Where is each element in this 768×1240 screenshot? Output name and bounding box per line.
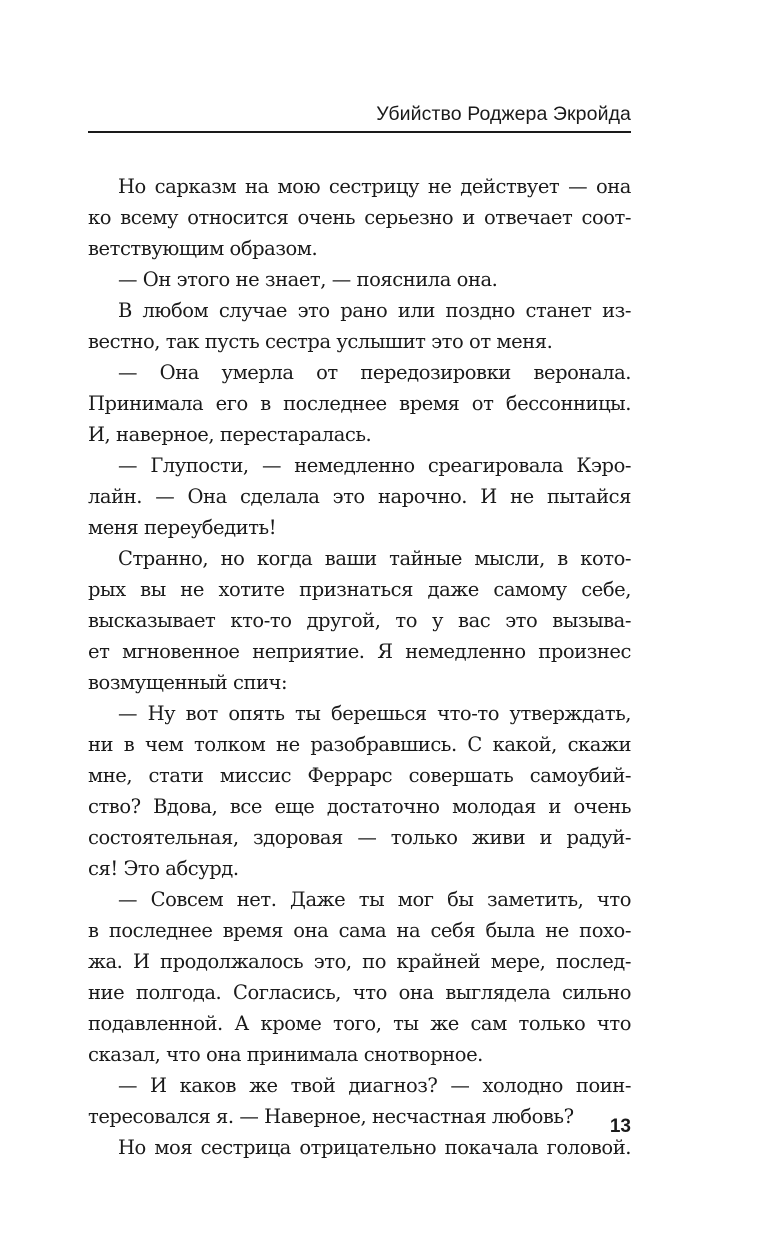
text-line: тересовался я. — Наверное, несчастная любовь? [88, 1105, 574, 1128]
text-line: жа. И продолжалось это, по крайней мере, послед- [88, 950, 631, 973]
paragraph [88, 884, 631, 1070]
text-line: сказал, что она принимала снотворное. [88, 1043, 483, 1066]
paragraph [88, 357, 631, 450]
paragraph [88, 171, 631, 264]
text-line: состоятельная, здоровая — только живи и радуй- [88, 826, 631, 849]
paragraph [88, 295, 631, 357]
text-line: — Глупости, — немедленно среагировала Кэро- [118, 454, 631, 477]
text-line: ство? Вдова, все еще достаточно молодая и очень [88, 795, 631, 818]
paragraph [88, 264, 631, 295]
text-line: И, наверное, перестаралась. [88, 423, 372, 446]
text-line: — Она умерла от передозировки веронала. [118, 361, 631, 384]
text-line: ет мгновенное неприятие. Я немедленно произнес [88, 640, 631, 663]
paragraph [88, 1132, 631, 1163]
text-line: — Ну вот опять ты берешься что-то утверждать, [118, 702, 631, 725]
text-line: вестно, так пусть сестра услышит это от меня. [88, 330, 553, 353]
text-line: Принимала его в последнее время от бессонницы. [88, 392, 631, 415]
text-line: ся! Это абсурд. [88, 857, 239, 880]
text-line: Странно, но когда ваши тайные мысли, в кото- [118, 547, 631, 570]
text-line: — Совсем нет. Даже ты мог бы заметить, что [118, 888, 631, 911]
text-line: подавленной. А кроме того, ты же сам только что [88, 1012, 631, 1035]
text-line: — И каков же твой диагноз? — холодно поин- [118, 1074, 631, 1097]
page-number: 13 [609, 1116, 631, 1137]
text-line: рых вы не хотите признаться даже самому себе, [88, 578, 631, 601]
paragraph [88, 1070, 631, 1132]
text-line: — Он этого не знает, — пояснила она. [118, 268, 498, 291]
text-line: В любом случае это рано или поздно станет из- [118, 299, 631, 322]
text-line: ветствующим образом. [88, 237, 318, 260]
paragraph [88, 698, 631, 884]
text-line: высказывает кто-то другой, то у вас это вызыва- [88, 609, 631, 632]
running-title: Убийство Роджера Экройда [376, 103, 631, 125]
text-line: лайн. — Она сделала это нарочно. И не пытайся [88, 485, 631, 508]
text-line: ни в чем толком не разобравшись. С какой, скажи [88, 733, 631, 756]
header-rule [88, 131, 631, 133]
paragraph [88, 450, 631, 543]
paragraph [88, 543, 631, 698]
text-line: Но моя сестрица отрицательно покачала головой. [118, 1136, 631, 1159]
page-body [88, 171, 631, 1163]
text-line: Но сарказм на мою сестрицу не действует — она [118, 175, 631, 198]
text-line: возмущенный спич: [88, 671, 288, 694]
text-line: меня переубедить! [88, 516, 277, 539]
text-line: ко всему относится очень серьезно и отвечает соот- [88, 206, 631, 229]
text-line: в последнее время она сама на себя была не похо- [88, 919, 631, 942]
text-line: мне, стати миссис Феррарс совершать самоубий- [88, 764, 631, 787]
text-line: ние полгода. Согласись, что она выглядела сильно [88, 981, 631, 1004]
